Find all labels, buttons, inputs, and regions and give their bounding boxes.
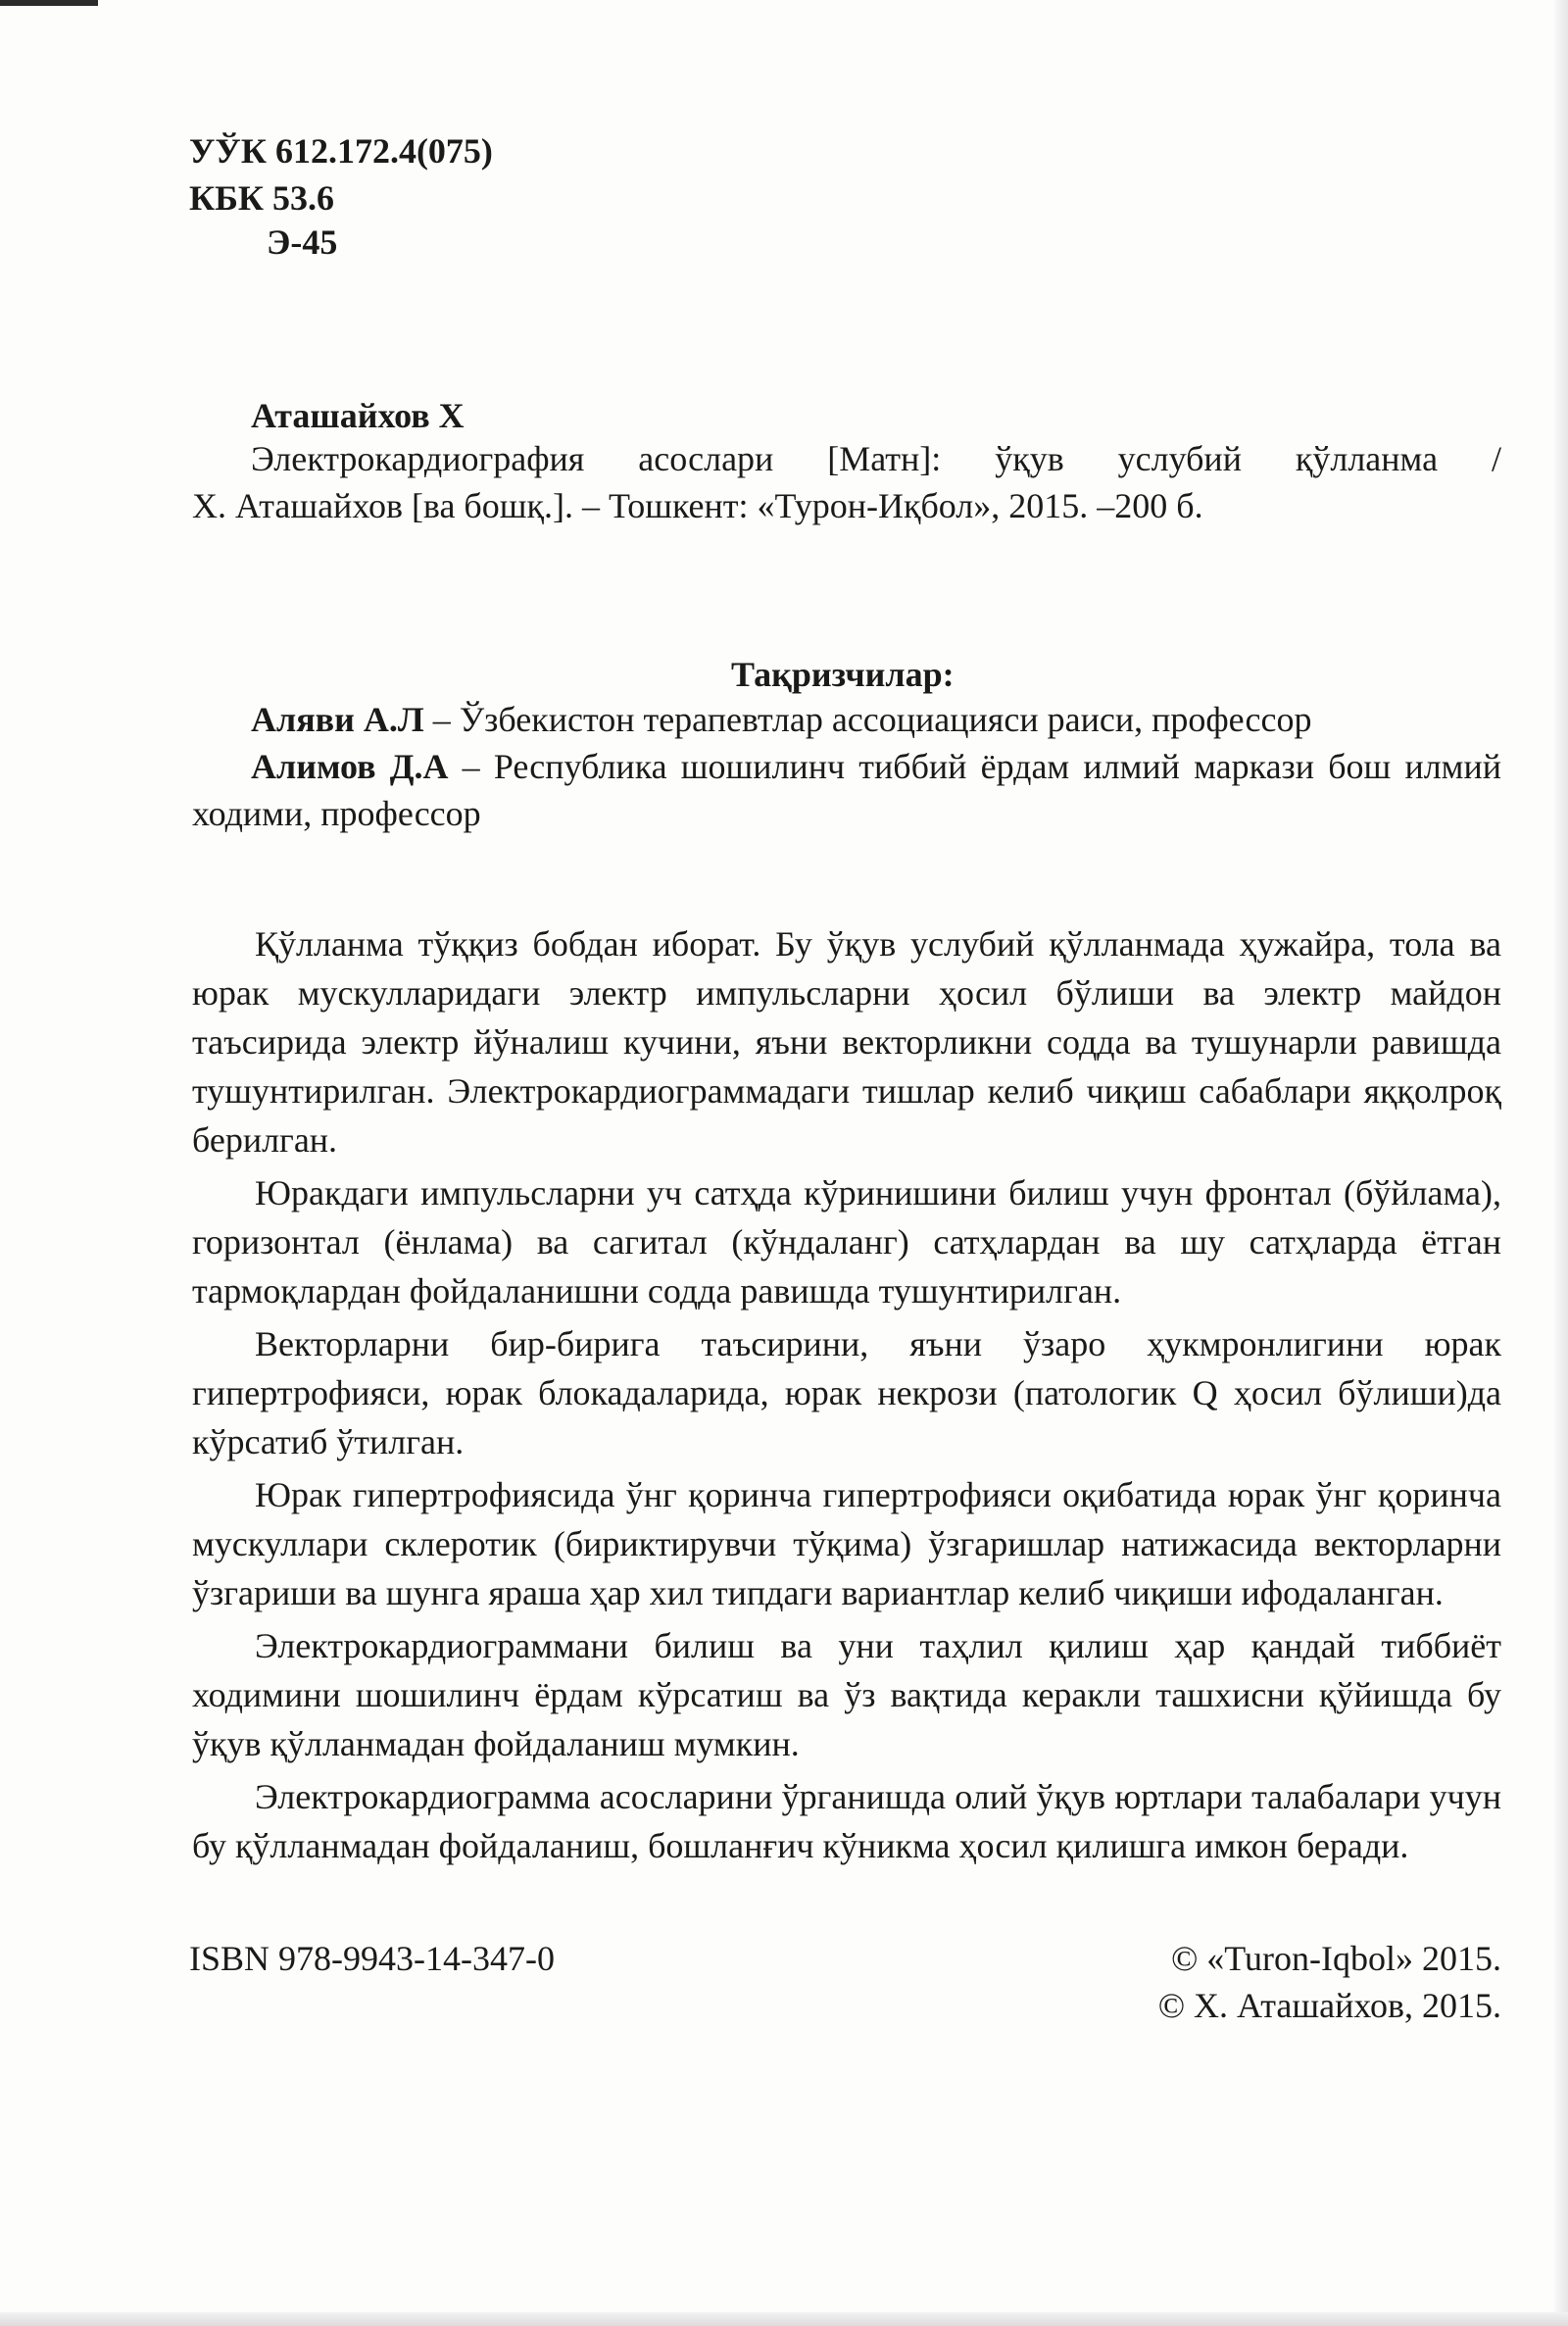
reviewer-2 [192,743,1501,837]
reviewer-1 [192,696,1501,743]
bibliographic-record [192,435,1501,529]
annotation-paragraph: Векторларни бир-бирига таъсирини, яъни ўзаро ҳукмронлигини юрак гипертрофияси, юрак блокадаларида, юрак некрози (патологик Q ҳосил бўлиши)да кўрсатиб ўтилган. [192,1324,1501,1461]
annotation-paragraph: Юрак гипертрофиясида ўнг қоринча гипертрофияси оқибатида юрак ўнг қоринча мускуллари склеротик (бириктирувчи тўқима) ўзгаришлар натижасида векторларни ўзгариши ва шунга яраша ҳар хил типдаги вариантлар келиб чиқиши ифодаланган. [192,1475,1501,1612]
annotation-paragraph: Қўлланма тўққиз бобдан иборат. Бу ўқув услубий қўлланмада ҳужайра, тола ва юрак мускулларидаги электр импульсларни ҳосил бўлиши ва электр майдон таъсирида электр йўналиш кучини, яъни векторликни содда ва тушунарли равишда тушунтирилган. Электрокардиограммадаги тишлар келиб чиқиш сабаблари яққолроқ берилган. [192,924,1501,1160]
author-mark: Э-45 [267,223,338,262]
copyright-publisher: © «Turon-Iqbol» 2015. [1170,1939,1501,1978]
reviewer-2-name: Алимов Д.А [251,747,449,786]
reviewer-1-name: Аляви А.Л [251,700,424,739]
annotation-paragraph: Юракдаги импульсларни уч сатҳда кўринишини билиш учун фронтал (бўйлама), горизонтал (ёнлама) ва сагитал (кўндаланг) сатҳлардан ва шу сатҳларда ётган тармоқлардан фойдаланишни содда равишда тушунтирилган. [192,1173,1501,1311]
copyright-author: © Х. Аташайхов, 2015. [1157,1986,1501,2025]
isbn: ISBN 978-9943-14-347-0 [189,1939,555,1978]
udc-code: УЎК 612.172.4(075) [189,131,493,171]
annotation-text [192,919,1501,1870]
biblio-line-2: Х. Аташайхов [ва бошқ.]. – Тошкент: «Турон-Иқбол», 2015. –200 б. [192,486,1203,525]
biblio-line-1: Электрокардиография асослари [Матн]: ўқув услубий қўлланма / [251,439,1501,478]
page-edge-right [1554,0,1568,2326]
annotation-paragraph: Электрокардиограммани билиш ва уни таҳлил қилиш ҳар қандай тиббиёт ходимини шошилинч ёрдам кўрсатиш ва ўз вақтида керакли ташхисни қўйишда бу ўқув қўлланмадан фойдаланиш мумкин. [192,1626,1501,1763]
author-heading: Аташайхов Х [251,396,465,435]
reviewer-2-role: – Республика шошилинч тиббий ёрдам илмий маркази бош илмий ходими, профессор [192,747,1501,833]
reviewers-list [192,696,1501,837]
page-edge-top [0,0,98,6]
reviewer-1-role: – Ўзбекистон терапевтлар ассоциацияси раиси, профессор [423,700,1312,739]
bbk-code: КБК 53.6 [189,178,335,218]
page-edge-bottom [0,2312,1568,2326]
reviewers-heading: Тақризчилар: [731,655,955,694]
annotation-paragraph: Электрокардиограмма асосларини ўрганишда олий ўқув юртлари талабалари учун бу қўлланмадан фойдаланиш, бошланғич кўникма ҳосил қилишга имкон беради. [192,1777,1501,1865]
